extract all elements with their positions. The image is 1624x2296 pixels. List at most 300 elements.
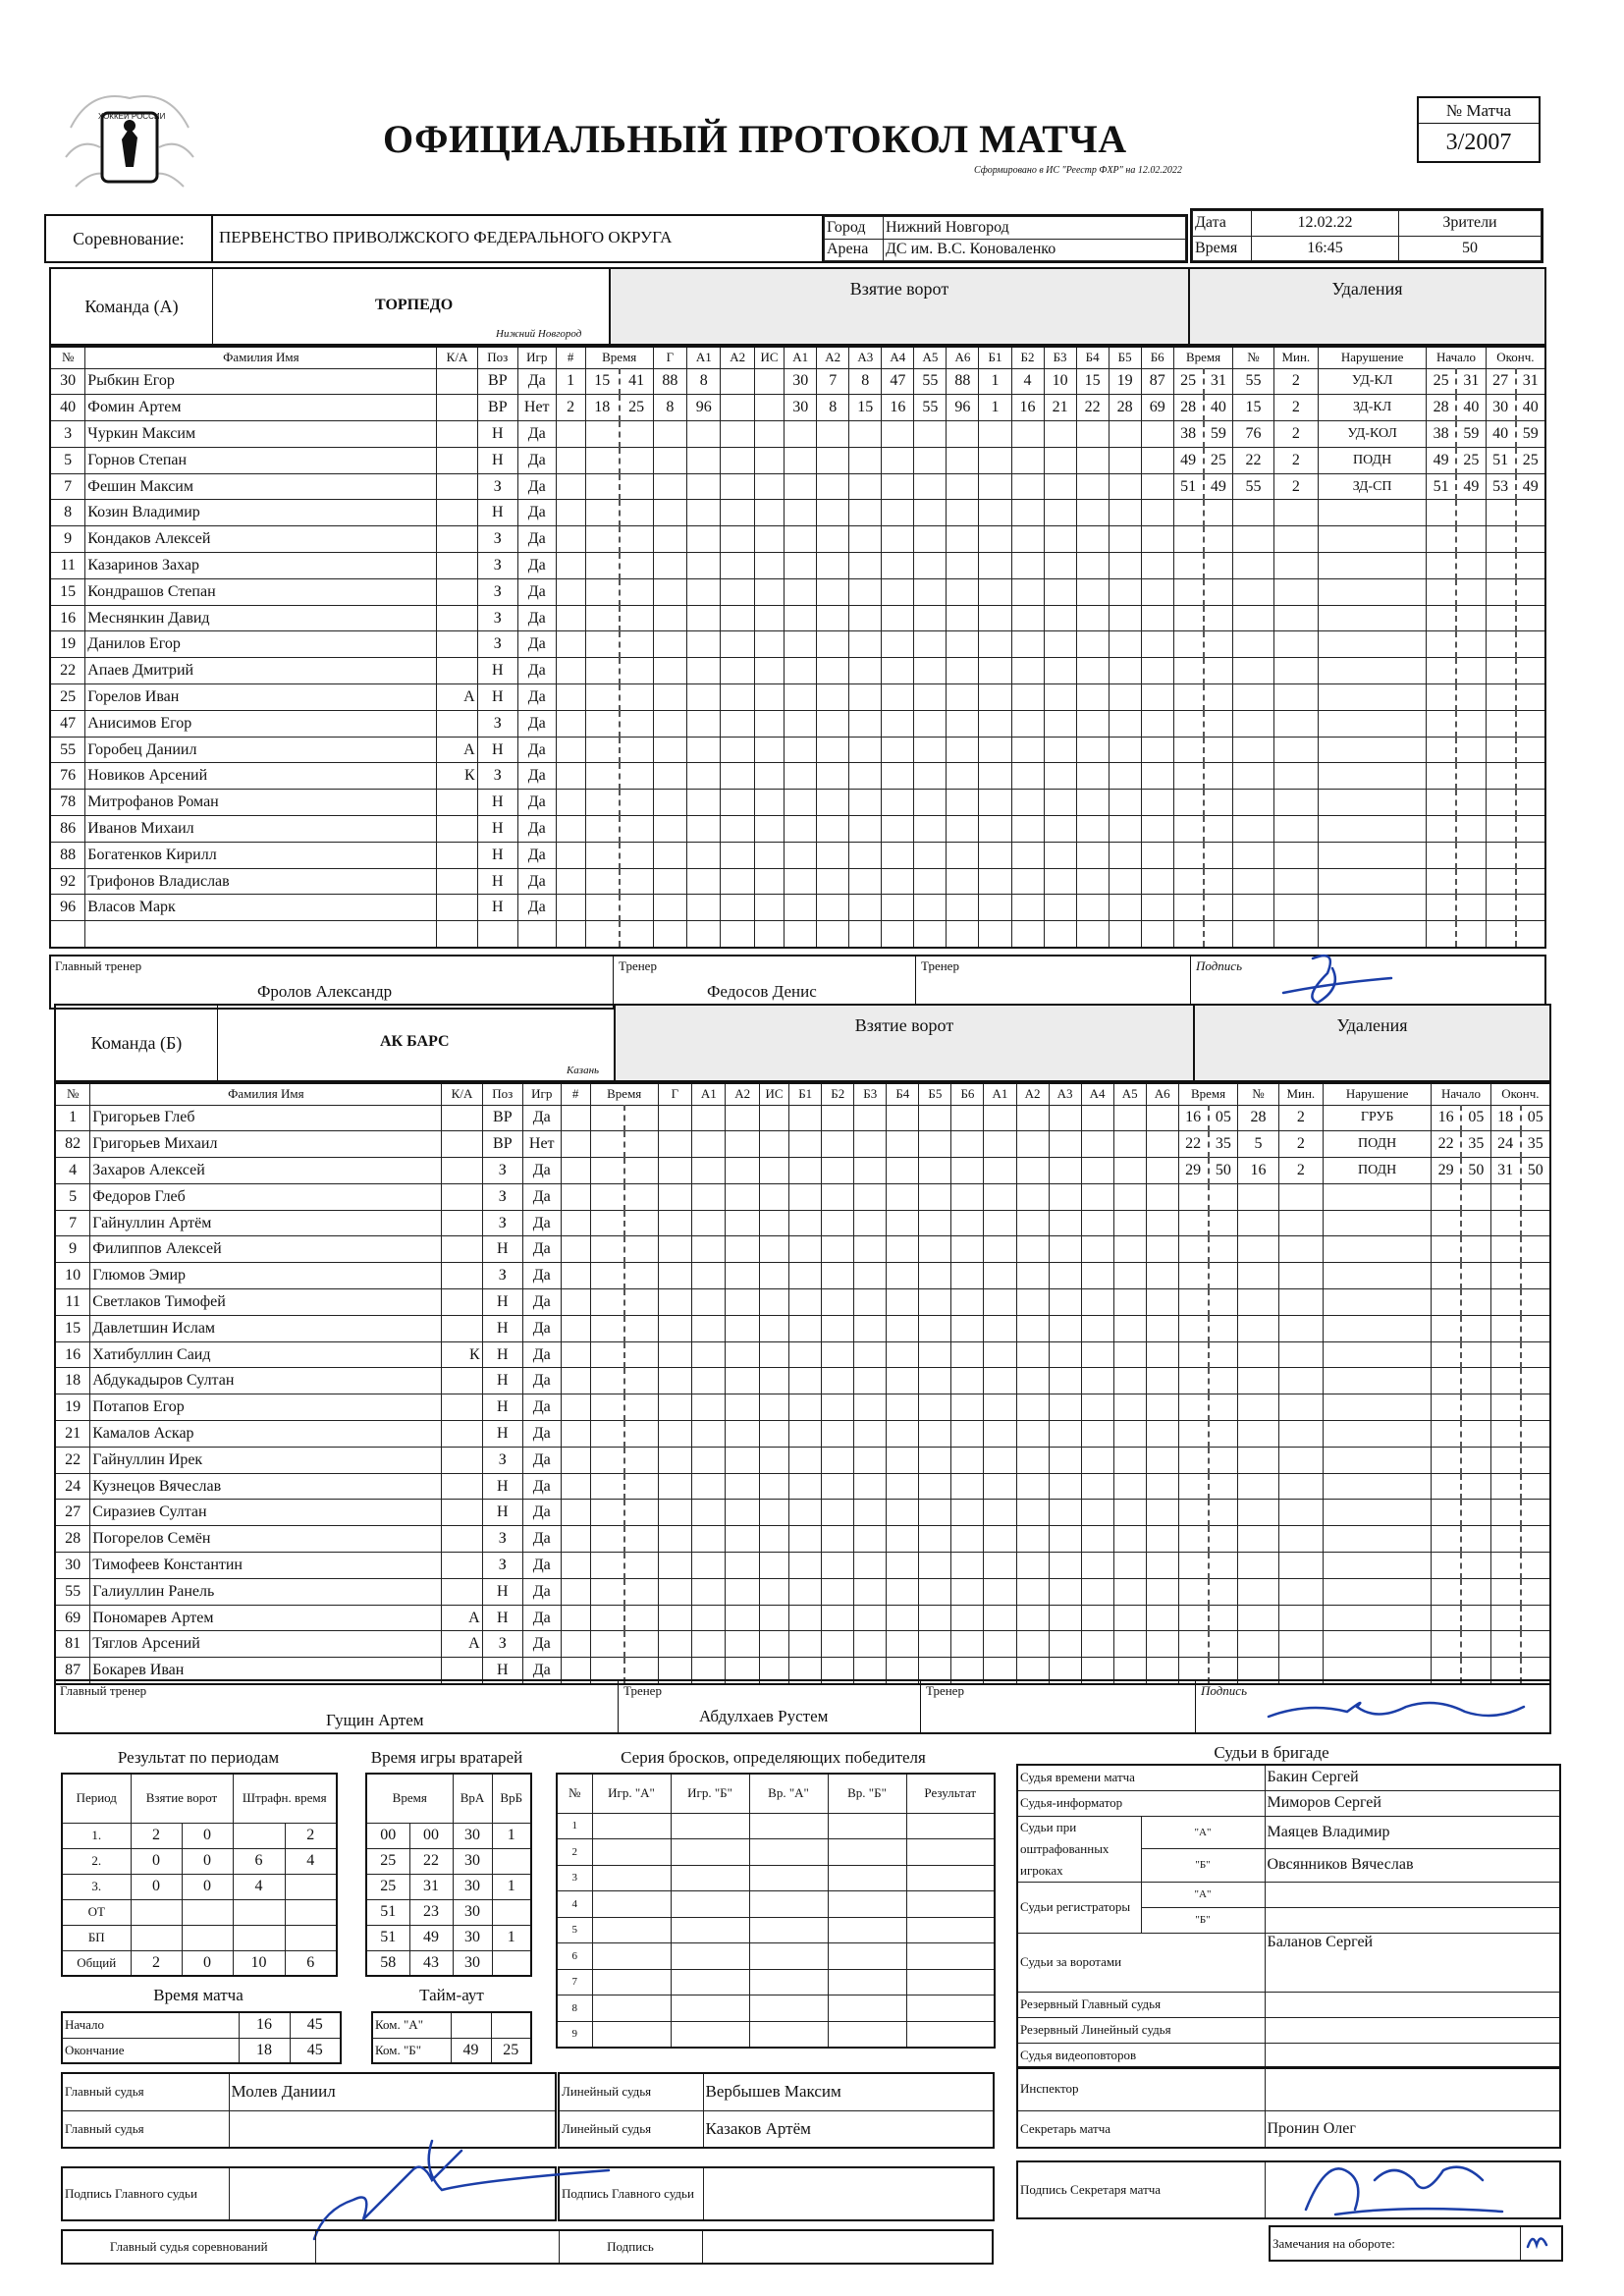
goal-oncourt-opp	[1044, 737, 1076, 763]
penalty-start-min	[1432, 1183, 1461, 1210]
goal-oncourt-own	[789, 1500, 822, 1526]
goal-number	[556, 658, 585, 684]
shootout-cell	[671, 1813, 749, 1839]
penalty-minute	[1178, 1315, 1208, 1341]
period-row	[62, 1823, 337, 1848]
penalty-minutes	[1273, 684, 1318, 711]
player-name	[85, 921, 437, 948]
player-role	[442, 1473, 482, 1500]
player-played: Да	[517, 763, 556, 790]
shootout-cell	[749, 1943, 828, 1970]
goal-assist1	[692, 1605, 726, 1631]
goal-assist2	[726, 1105, 759, 1131]
penalty-end-sec: 59	[1516, 421, 1545, 448]
penalty-minutes	[1273, 658, 1318, 684]
penalty-start-min	[1432, 1447, 1461, 1473]
penalty-minutes	[1273, 605, 1318, 631]
player-played: Да	[522, 1263, 561, 1289]
shootout-row	[557, 1865, 995, 1891]
goal-oncourt-opp	[979, 658, 1011, 684]
penalty-player	[1233, 895, 1273, 921]
goal-scorer	[658, 1236, 691, 1263]
penalty-start-min	[1432, 1210, 1461, 1236]
goalie-time-table	[365, 1773, 532, 1977]
goal-minute	[585, 473, 619, 500]
goal-oncourt-opp	[1044, 790, 1076, 816]
arena: ДС им. В.С. Коноваленко	[884, 239, 1186, 261]
goal-oncourt-opp	[1011, 816, 1044, 843]
goal-oncourt-own	[882, 447, 914, 473]
goal-oncourt-own	[882, 500, 914, 526]
goal-oncourt-opp	[1146, 1289, 1178, 1316]
penalty-minute	[1173, 710, 1203, 737]
goal-oncourt-opp	[1011, 500, 1044, 526]
ref-reserve-main-label: Резервный Главный судья	[1017, 1992, 1265, 2017]
penalty-start-sec	[1456, 737, 1486, 763]
shootout-cell	[906, 1865, 995, 1891]
penalty-minutes	[1278, 1553, 1323, 1579]
penalty-minute	[1173, 895, 1203, 921]
goal-assist2	[726, 1631, 759, 1658]
shootout-row	[557, 1813, 995, 1839]
goalie-a: 30	[453, 1848, 492, 1874]
penalty-minutes: 2	[1273, 447, 1318, 473]
penalty-reason: ЗД-СП	[1319, 473, 1427, 500]
player-role	[442, 1578, 482, 1605]
shootout-cell	[592, 1943, 671, 1970]
period-goals-a: 2	[131, 1950, 182, 1976]
penalty-player	[1238, 1394, 1278, 1421]
goal-assist2	[726, 1183, 759, 1210]
goal-oncourt-own	[887, 1131, 919, 1158]
penalty-end-sec: 35	[1521, 1131, 1550, 1158]
penalty-player	[1233, 816, 1273, 843]
penalty-end-sec	[1516, 526, 1545, 553]
goal-oncourt-own: 55	[914, 395, 947, 421]
penalty-minute	[1178, 1210, 1208, 1236]
goal-minute	[585, 631, 619, 658]
penalty-end-sec	[1521, 1500, 1550, 1526]
ref-video-label: Судья видеоповторов	[1017, 2043, 1265, 2068]
goal-oncourt-opp	[1109, 737, 1141, 763]
main-ref1-label: Главный судья	[62, 2073, 229, 2110]
penalty-start-min	[1427, 578, 1456, 605]
penalty-minute	[1173, 631, 1203, 658]
goal-number	[556, 842, 585, 868]
player-number: 30	[55, 1553, 90, 1579]
player-role	[437, 473, 477, 500]
goal-second	[620, 737, 653, 763]
penalty-end-min	[1490, 1210, 1520, 1236]
penalty-player	[1238, 1578, 1278, 1605]
goal-oncourt-own	[947, 500, 979, 526]
penalty-start-min: 38	[1427, 421, 1456, 448]
goal-assist1: 96	[687, 395, 721, 421]
goal-oncourt-own	[785, 658, 817, 684]
penalty-end-sec	[1516, 631, 1545, 658]
penalty-minute: 28	[1173, 395, 1203, 421]
table-row	[50, 658, 1545, 684]
teamA-h-play: Игр	[517, 347, 556, 368]
teamA-h-on2-1: Б1	[979, 347, 1011, 368]
penalty-minutes	[1278, 1605, 1323, 1631]
shootout-cell	[749, 1917, 828, 1943]
goal-oncourt-own	[882, 684, 914, 711]
penalty-end-min: 27	[1486, 368, 1515, 395]
teamA-h-pen-min: Мин.	[1273, 347, 1318, 368]
goal-scorer	[653, 421, 686, 448]
goal-oncourt-opp	[1044, 684, 1076, 711]
goal-situation	[759, 1578, 788, 1605]
penalty-start-sec	[1456, 684, 1486, 711]
goal-oncourt-own	[914, 473, 947, 500]
goal-oncourt-own: 30	[785, 395, 817, 421]
goal-oncourt-opp	[1109, 895, 1141, 921]
player-played: Да	[522, 1631, 561, 1658]
period-pen-a	[233, 1899, 285, 1925]
penalty-start-sec	[1456, 842, 1486, 868]
goalie-row	[366, 1950, 531, 1976]
goal-oncourt-own	[882, 658, 914, 684]
penalty-start-min	[1432, 1500, 1461, 1526]
goal-situation	[754, 553, 784, 579]
penalty-reason	[1324, 1394, 1432, 1421]
player-role	[437, 526, 477, 553]
goal-oncourt-own	[882, 816, 914, 843]
penalty-reason	[1324, 1289, 1432, 1316]
goal-number: 2	[556, 395, 585, 421]
periods-title: Результат по периодам	[117, 1748, 280, 1767]
player-played: Да	[517, 868, 556, 895]
goal-assist2	[721, 658, 754, 684]
goal-oncourt-own	[822, 1447, 854, 1473]
goal-oncourt-own	[785, 447, 817, 473]
shootout-cell	[749, 1813, 828, 1839]
penalty-end-sec: 05	[1521, 1105, 1550, 1131]
goal-oncourt-own	[887, 1341, 919, 1368]
shootout-row	[557, 1917, 995, 1943]
goal-oncourt-opp	[1146, 1605, 1178, 1631]
player-number: 15	[50, 578, 85, 605]
period-name: 2.	[62, 1848, 131, 1874]
period-row	[62, 1899, 337, 1925]
goal-oncourt-opp	[1109, 790, 1141, 816]
goal-oncourt-own	[849, 763, 882, 790]
penalty-minutes	[1273, 631, 1318, 658]
penalty-start-min	[1427, 895, 1456, 921]
goal-oncourt-own	[785, 421, 817, 448]
goal-assist1	[687, 473, 721, 500]
goal-oncourt-opp	[1044, 868, 1076, 895]
goal-oncourt-own	[919, 1631, 951, 1658]
goal-oncourt-opp	[1049, 1500, 1081, 1526]
goal-number	[556, 790, 585, 816]
goal-oncourt-opp: 69	[1141, 395, 1173, 421]
goal-oncourt-own	[919, 1131, 951, 1158]
goal-oncourt-opp	[1076, 473, 1109, 500]
ref-reg-b-tag: "Б"	[1141, 1907, 1265, 1933]
goal-oncourt-own	[849, 921, 882, 948]
goal-oncourt-opp	[1113, 1526, 1146, 1553]
teamB-h-play: Игр	[522, 1083, 561, 1105]
team-b-city: Казань	[567, 1065, 600, 1076]
penalty-start-min	[1432, 1578, 1461, 1605]
goal-number: 1	[556, 368, 585, 395]
player-name: Власов Марк	[85, 895, 437, 921]
goal-scorer	[653, 526, 686, 553]
team-a-pen-title: Удаления	[1331, 279, 1403, 299]
player-position: Н	[477, 868, 517, 895]
player-played: Да	[517, 842, 556, 868]
goal-oncourt-own	[887, 1500, 919, 1526]
goal-oncourt-opp	[1146, 1105, 1178, 1131]
player-number: 96	[50, 895, 85, 921]
goal-oncourt-own	[882, 710, 914, 737]
goal-oncourt-opp	[1109, 473, 1141, 500]
goal-oncourt-own	[919, 1421, 951, 1448]
goal-oncourt-own	[785, 578, 817, 605]
penalty-end-min	[1486, 500, 1515, 526]
penalty-reason: ПОДН	[1319, 447, 1427, 473]
goal-oncourt-own	[849, 684, 882, 711]
player-played	[517, 921, 556, 948]
table-row	[55, 1447, 1550, 1473]
player-position: Н	[477, 895, 517, 921]
table-row	[50, 895, 1545, 921]
goal-oncourt-own	[789, 1210, 822, 1236]
goal-oncourt-own	[919, 1183, 951, 1210]
shootout-cell	[828, 1943, 906, 1970]
player-played: Да	[517, 605, 556, 631]
goal-assist1	[692, 1526, 726, 1553]
penalty-end-sec	[1516, 737, 1545, 763]
ref-pen-b: Овсянников Вячеслав	[1265, 1849, 1560, 1883]
goal-assist1	[687, 658, 721, 684]
table-row	[50, 763, 1545, 790]
penalty-player	[1233, 921, 1273, 948]
goal-number	[561, 1447, 590, 1473]
goal-oncourt-opp	[1016, 1263, 1049, 1289]
goal-oncourt-opp	[1141, 526, 1173, 553]
team-b-coach: Абдулхаев Рустем	[699, 1707, 829, 1725]
goal-oncourt-opp	[1109, 526, 1141, 553]
goal-oncourt-opp	[1076, 842, 1109, 868]
goal-assist2	[726, 1368, 759, 1394]
player-role	[442, 1236, 482, 1263]
goal-oncourt-opp	[1011, 710, 1044, 737]
goal-assist1	[687, 868, 721, 895]
goal-oncourt-opp	[1049, 1447, 1081, 1473]
penalty-end-sec: 25	[1516, 447, 1545, 473]
goal-oncourt-own	[817, 710, 849, 737]
penalty-reason	[1319, 710, 1427, 737]
player-number: 22	[50, 658, 85, 684]
goal-second	[624, 1447, 658, 1473]
shootout-row	[557, 1839, 995, 1866]
goal-oncourt-opp	[1049, 1158, 1081, 1184]
player-name: Галиуллин Ранель	[90, 1578, 442, 1605]
player-role	[442, 1210, 482, 1236]
goal-oncourt-opp	[1011, 658, 1044, 684]
goal-oncourt-opp	[1109, 605, 1141, 631]
goal-oncourt-own	[849, 631, 882, 658]
table-row	[55, 1578, 1550, 1605]
player-name: Богатенков Кирилл	[85, 842, 437, 868]
teamA-h-on1-3: А3	[849, 347, 882, 368]
penalty-player	[1238, 1553, 1278, 1579]
goal-oncourt-opp	[984, 1105, 1016, 1131]
penalty-minute	[1173, 684, 1203, 711]
penalty-start-sec	[1456, 921, 1486, 948]
shootout-cell	[828, 1813, 906, 1839]
player-name: Кондрашов Степан	[85, 578, 437, 605]
player-role	[437, 790, 477, 816]
goal-oncourt-opp	[1016, 1368, 1049, 1394]
goal-oncourt-opp: 15	[1076, 368, 1109, 395]
goalie-second: 43	[409, 1950, 453, 1976]
goal-assist2	[721, 631, 754, 658]
player-position: Н	[482, 1368, 522, 1394]
goal-situation	[754, 710, 784, 737]
goal-situation	[759, 1421, 788, 1448]
shootout-cell	[749, 2021, 828, 2048]
goal-number	[561, 1315, 590, 1341]
shootout-number: 1	[557, 1813, 592, 1839]
teamA-h-on1-1: А1	[785, 347, 817, 368]
penalty-minute	[1178, 1473, 1208, 1500]
shootout-h-5: Результат	[906, 1774, 995, 1813]
goal-oncourt-opp	[1016, 1183, 1049, 1210]
penalty-minute: 51	[1173, 473, 1203, 500]
goalie-b	[492, 1899, 531, 1925]
goal-oncourt-own	[854, 1447, 887, 1473]
goal-oncourt-own	[854, 1500, 887, 1526]
goal-oncourt-opp	[984, 1526, 1016, 1553]
period-pen-a: 6	[233, 1848, 285, 1874]
period-pen-a	[233, 1925, 285, 1950]
penalty-minutes	[1278, 1315, 1323, 1341]
goal-oncourt-opp	[1076, 790, 1109, 816]
ref-reserve-line-label: Резервный Линейный судья	[1017, 2017, 1265, 2043]
goal-oncourt-own	[947, 816, 979, 843]
shootout-h-4: Вр. "Б"	[828, 1774, 906, 1813]
goal-oncourt-own	[785, 631, 817, 658]
player-role	[437, 553, 477, 579]
goal-oncourt-opp	[1146, 1578, 1178, 1605]
goal-situation	[754, 473, 784, 500]
penalty-player	[1233, 605, 1273, 631]
shootout-cell	[828, 1891, 906, 1918]
goal-oncourt-opp	[1081, 1236, 1113, 1263]
goal-oncourt-opp	[1049, 1473, 1081, 1500]
goal-situation	[759, 1631, 788, 1658]
goal-assist2	[726, 1605, 759, 1631]
player-role	[442, 1421, 482, 1448]
penalty-start-min	[1432, 1526, 1461, 1553]
team-b-sign-label: Подпись	[1201, 1683, 1247, 1698]
penalty-minute	[1178, 1526, 1208, 1553]
timeout-b-label: Ком. "Б"	[372, 2038, 451, 2063]
player-name: Глюмов Эмир	[90, 1263, 442, 1289]
player-name: Рыбкин Егор	[85, 368, 437, 395]
goal-oncourt-opp	[1109, 447, 1141, 473]
penalty-player	[1233, 842, 1273, 868]
generated-note: Сформировано в ИС "Реестр ФХР" на 12.02.2022	[974, 165, 1182, 176]
team-a-grid	[49, 346, 1546, 949]
player-role	[437, 421, 477, 448]
player-number: 28	[55, 1526, 90, 1553]
penalty-start-sec	[1456, 605, 1486, 631]
goal-oncourt-opp	[1011, 842, 1044, 868]
player-name: Горелов Иван	[85, 684, 437, 711]
player-position: Н	[482, 1394, 522, 1421]
player-number: 9	[50, 526, 85, 553]
team-a-coach2-label: Тренер	[921, 958, 959, 973]
penalty-end-min	[1486, 526, 1515, 553]
match-start-label: Начало	[62, 2012, 239, 2038]
penalty-reason	[1319, 737, 1427, 763]
goal-oncourt-opp	[1109, 842, 1141, 868]
goal-oncourt-opp	[1113, 1341, 1146, 1368]
goal-oncourt-opp	[1113, 1210, 1146, 1236]
penalty-second	[1209, 1315, 1238, 1341]
teamB-h-pen-min: Мин.	[1278, 1083, 1323, 1105]
penalty-minutes: 2	[1273, 368, 1318, 395]
goal-scorer	[653, 737, 686, 763]
goal-second	[620, 447, 653, 473]
penalty-minute: 49	[1173, 447, 1203, 473]
goal-oncourt-own	[947, 790, 979, 816]
penalty-minute	[1178, 1631, 1208, 1658]
goal-oncourt-opp	[984, 1605, 1016, 1631]
goal-second	[620, 500, 653, 526]
goal-oncourt-own	[951, 1183, 984, 1210]
goal-minute	[585, 421, 619, 448]
goal-oncourt-opp	[1049, 1315, 1081, 1341]
penalty-minutes	[1278, 1421, 1323, 1448]
goal-oncourt-opp	[1016, 1631, 1049, 1658]
goal-scorer	[658, 1578, 691, 1605]
teamA-h-ka: К/А	[437, 347, 477, 368]
city: Нижний Новгород	[884, 217, 1186, 240]
goal-oncourt-own	[785, 473, 817, 500]
logo	[61, 69, 198, 216]
goal-scorer	[658, 1315, 691, 1341]
player-role	[437, 447, 477, 473]
goal-oncourt-own	[849, 710, 882, 737]
goal-minute	[585, 921, 619, 948]
goal-oncourt-opp	[1016, 1131, 1049, 1158]
penalty-start-min	[1432, 1631, 1461, 1658]
goal-oncourt-opp	[1044, 631, 1076, 658]
penalty-minutes: 2	[1273, 421, 1318, 448]
penalty-end-sec	[1521, 1394, 1550, 1421]
penalty-end-sec	[1516, 684, 1545, 711]
goal-oncourt-opp	[1081, 1315, 1113, 1341]
goal-oncourt-opp	[1146, 1263, 1178, 1289]
goal-oncourt-opp	[1113, 1131, 1146, 1158]
team-b-head-coach: Гущин Артем	[326, 1711, 424, 1729]
goal-oncourt-opp: 10	[1044, 368, 1076, 395]
goal-oncourt-opp	[979, 526, 1011, 553]
goal-oncourt-own	[887, 1105, 919, 1131]
match-number-box	[1417, 96, 1541, 163]
goal-oncourt-own	[882, 763, 914, 790]
goal-oncourt-opp	[1044, 710, 1076, 737]
table-row	[50, 842, 1545, 868]
player-role	[437, 368, 477, 395]
goal-assist2	[726, 1421, 759, 1448]
